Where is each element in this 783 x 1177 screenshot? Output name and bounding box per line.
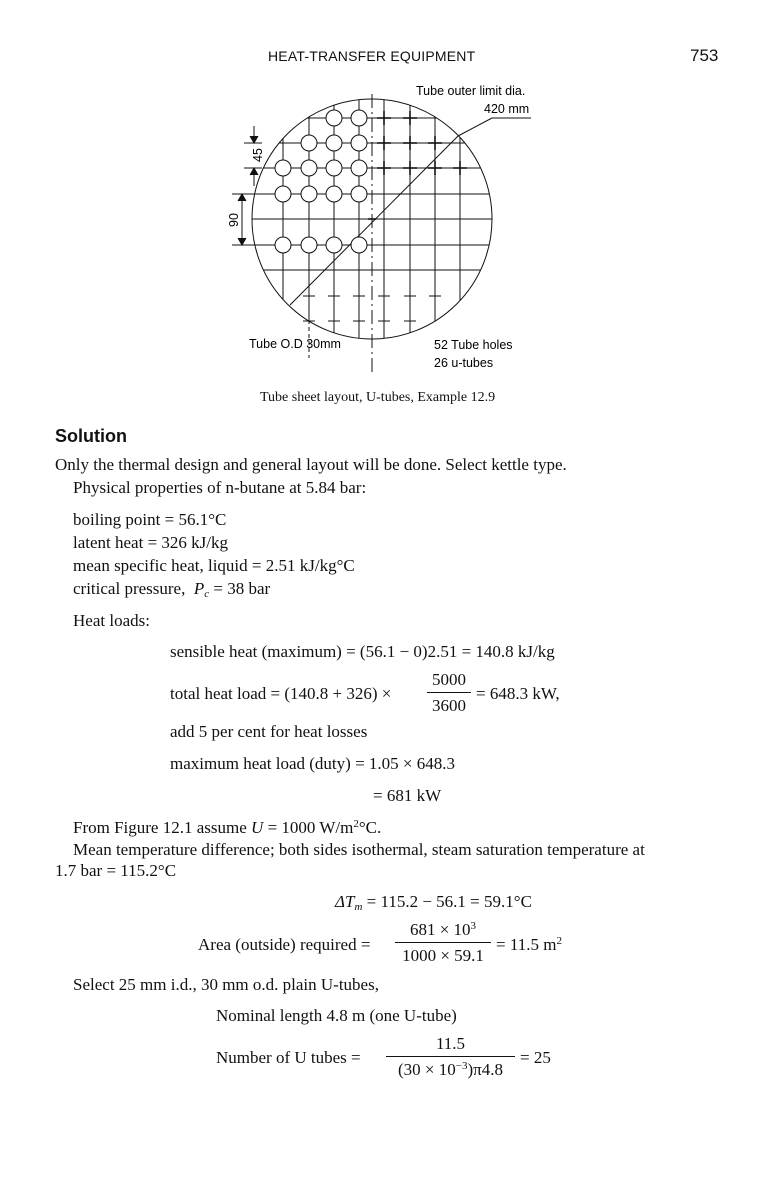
delta-t-eq [335, 892, 532, 912]
dim-arrowhead [238, 238, 246, 245]
tube-od-label: Tube O.D 30mm [249, 337, 341, 351]
total-heat-fraction [427, 670, 471, 716]
heat-loads-label: Heat loads: [73, 611, 150, 630]
tube-hole [301, 186, 317, 202]
area-pre: Area (outside) required = [198, 935, 371, 954]
diagonal-line [290, 136, 458, 305]
tube-hole [301, 237, 317, 253]
total-heat-numerator: 5000 [427, 670, 471, 693]
fig-mid: = 1000 W/m [267, 818, 354, 837]
u-tubes-label: 26 u-tubes [434, 356, 494, 370]
tube-hole [351, 160, 367, 176]
fig-pre: From Figure 12.1 assume [73, 818, 247, 837]
delta-t-symbol: ΔT [335, 892, 355, 911]
critical-prefix: critical pressure, [73, 579, 186, 598]
page-number: 753 [690, 46, 719, 65]
tube-hole [301, 160, 317, 176]
outer-limit-label-1: Tube outer limit dia. [416, 84, 526, 98]
number-den-b: )π4.8 [467, 1060, 503, 1079]
area-fraction [395, 920, 491, 966]
specific-heat: mean specific heat, liquid = 2.51 kJ/kg°C [73, 556, 355, 575]
properties-intro: Physical properties of n-butane at 5.84 bar: [73, 478, 367, 497]
latent-heat: latent heat = 326 kJ/kg [73, 533, 229, 552]
max-heat-load-result: = 681 kW [373, 786, 442, 805]
tube-hole [351, 237, 367, 253]
total-heat-post: = 648.3 kW, [476, 684, 560, 703]
number-den-a: (30 × 10 [398, 1060, 456, 1079]
sensible-heat-eq: sensible heat (maximum) = (56.1 − 0)2.51 = 140.8 kJ/kg [170, 642, 555, 661]
figure-assumption [73, 818, 381, 838]
boiling-point: boiling point = 56.1°C [73, 510, 227, 529]
tube-hole [301, 135, 317, 151]
area-num-sup: 3 [470, 920, 477, 932]
tube-hole [275, 186, 291, 202]
area-numerator [395, 920, 491, 943]
tube-hole [351, 186, 367, 202]
outer-limit-label-2: 420 mm [484, 102, 530, 116]
fig-sup: 2 [353, 818, 359, 830]
delta-t-subscript: m [354, 901, 363, 913]
dim-arrowhead [250, 136, 258, 143]
number-den-sup: −3 [455, 1060, 468, 1072]
critical-value: = 38 bar [213, 579, 271, 598]
u-symbol: U [251, 818, 264, 837]
area-post: = 11.5 m [496, 935, 557, 954]
tube-hole [326, 110, 342, 126]
leader-line [458, 118, 492, 136]
pitch-45-label: 45 [251, 148, 265, 162]
tube-hole [351, 135, 367, 151]
figure-caption: Tube sheet layout, U-tubes, Example 12.9 [260, 390, 496, 405]
heat-loss-note: add 5 per cent for heat losses [170, 722, 368, 741]
mtd-line-1: Mean temperature difference; both sides isothermal, steam saturation temperature at [73, 840, 645, 859]
intro-text: Only the thermal design and general layout will be done. Select kettle type. [55, 455, 567, 474]
number-numerator: 11.5 [386, 1034, 515, 1057]
critical-pressure [73, 579, 270, 599]
number-post: = 25 [520, 1048, 551, 1067]
tube-hole [351, 110, 367, 126]
tube-holes-label: 52 Tube holes [434, 338, 513, 352]
tube-hole [326, 135, 342, 151]
max-heat-load: maximum heat load (duty) = 1.05 × 648.3 [170, 754, 455, 773]
area-num-text: 681 × 10 [409, 920, 471, 939]
total-heat-pre: total heat load = (140.8 + 326) × [170, 684, 392, 703]
pitch-90-label: 90 [227, 213, 241, 227]
number-denominator [386, 1057, 515, 1080]
tube-hole [326, 160, 342, 176]
area-post-sup: 2 [556, 935, 562, 947]
number-pre: Number of U tubes = [216, 1048, 361, 1067]
tube-hole [326, 186, 342, 202]
running-title: HEAT-TRANSFER EQUIPMENT [268, 48, 476, 64]
number-fraction [386, 1034, 515, 1080]
critical-subscript: c [204, 588, 210, 600]
dim-arrowhead [238, 194, 246, 201]
nominal-length: Nominal length 4.8 m (one U-tube) [216, 1006, 457, 1025]
fig-post: °C. [358, 818, 382, 837]
tube-hole [275, 160, 291, 176]
mtd-line-2: 1.7 bar = 115.2°C [55, 861, 177, 880]
area-denominator: 1000 × 59.1 [402, 946, 484, 965]
total-heat-denominator: 3600 [432, 696, 466, 715]
tube-sheet-figure [0, 0, 783, 390]
critical-symbol: P [193, 579, 205, 598]
area-result [496, 935, 562, 955]
tube-hole [275, 237, 291, 253]
tube-hole [326, 237, 342, 253]
select-tubes: Select 25 mm i.d., 30 mm o.d. plain U-tubes, [73, 975, 379, 994]
dim-arrowhead [250, 168, 258, 175]
solution-heading: Solution [55, 426, 127, 446]
delta-t-rest: = 115.2 − 56.1 = 59.1°C [366, 892, 532, 911]
